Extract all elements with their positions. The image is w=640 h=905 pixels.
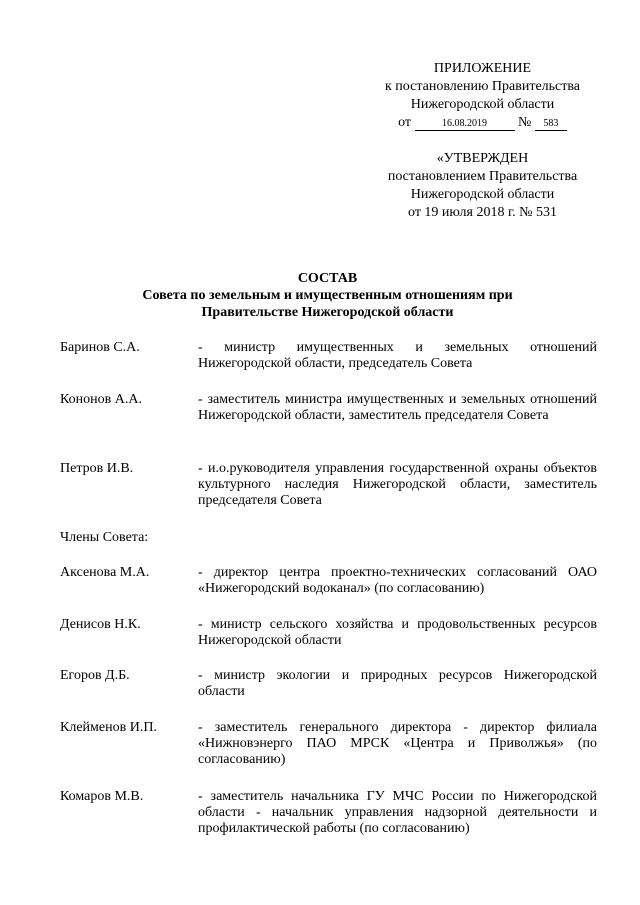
member-name: Аксенова М.А. [60, 565, 150, 580]
member-name: Кононов А.А. [60, 392, 142, 407]
decree-date: 16.08.2019 [415, 118, 515, 131]
appendix-date-line [355, 114, 610, 132]
heading-line-1: Совета по земельным и имущественным отношениям при [142, 288, 513, 303]
member-description: - министр сельского хозяйства и продовольственных ресурсов Нижегородской области [198, 617, 597, 648]
document-heading [60, 270, 595, 321]
appendix-line-1: к постановлению Правительства [384, 79, 581, 94]
member-description: - заместитель начальника ГУ МЧС России по Нижегородской области - начальник управления надзорной деятельности и профилактической работы (по согласованию) [198, 789, 597, 836]
from-label: от [398, 115, 412, 130]
decree-number: 583 [535, 118, 567, 131]
approved-line-4: от 19 июля 2018 г. № 531 [408, 205, 557, 220]
member-name: Денисов Н.К. [60, 617, 141, 632]
appendix-block [355, 60, 610, 132]
member-name: Баринов С.А. [60, 340, 140, 355]
heading-title: СОСТАВ [297, 271, 358, 286]
approved-line-1: «УТВЕРЖДЕН [436, 151, 529, 166]
member-description: - министр экологии и природных ресурсов Нижегородской области [198, 668, 597, 699]
heading-line-2: Правительстве Нижегородской области [201, 305, 454, 320]
member-description: - и.о.руководителя управления государственной охраны объектов культурного наследия Нижегородской области, заместитель председателя Совета [198, 461, 597, 508]
approved-line-2: постановлением Правительства [387, 169, 578, 184]
member-name: Петров И.В. [60, 461, 134, 476]
appendix-title: ПРИЛОЖЕНИЕ [433, 61, 532, 76]
member-description: - заместитель генерального директора - директор филиала «Нижновэнерго ПАО МРСК «Центра и Приволжья» (по согласованию) [198, 720, 597, 767]
member-name: Комаров М.В. [60, 789, 144, 804]
approved-block [355, 150, 610, 222]
appendix-line-2: Нижегородской области [410, 97, 555, 112]
number-label: № [518, 115, 532, 130]
member-description: - министр имущественных и земельных отношений Нижегородской области, председатель Совета [198, 340, 597, 371]
members-label: Члены Совета: [60, 530, 149, 545]
member-name: Клейменов И.П. [60, 720, 157, 735]
member-name: Егоров Д.Б. [60, 668, 130, 683]
approved-line-3: Нижегородской области [410, 187, 555, 202]
member-description: - директор центра проектно-технических согласований ОАО «Нижегородский водоканал» (по согласованию) [198, 565, 597, 596]
member-description: - заместитель министра имущественных и земельных отношений Нижегородской области, заместитель председателя Совета [198, 392, 597, 423]
